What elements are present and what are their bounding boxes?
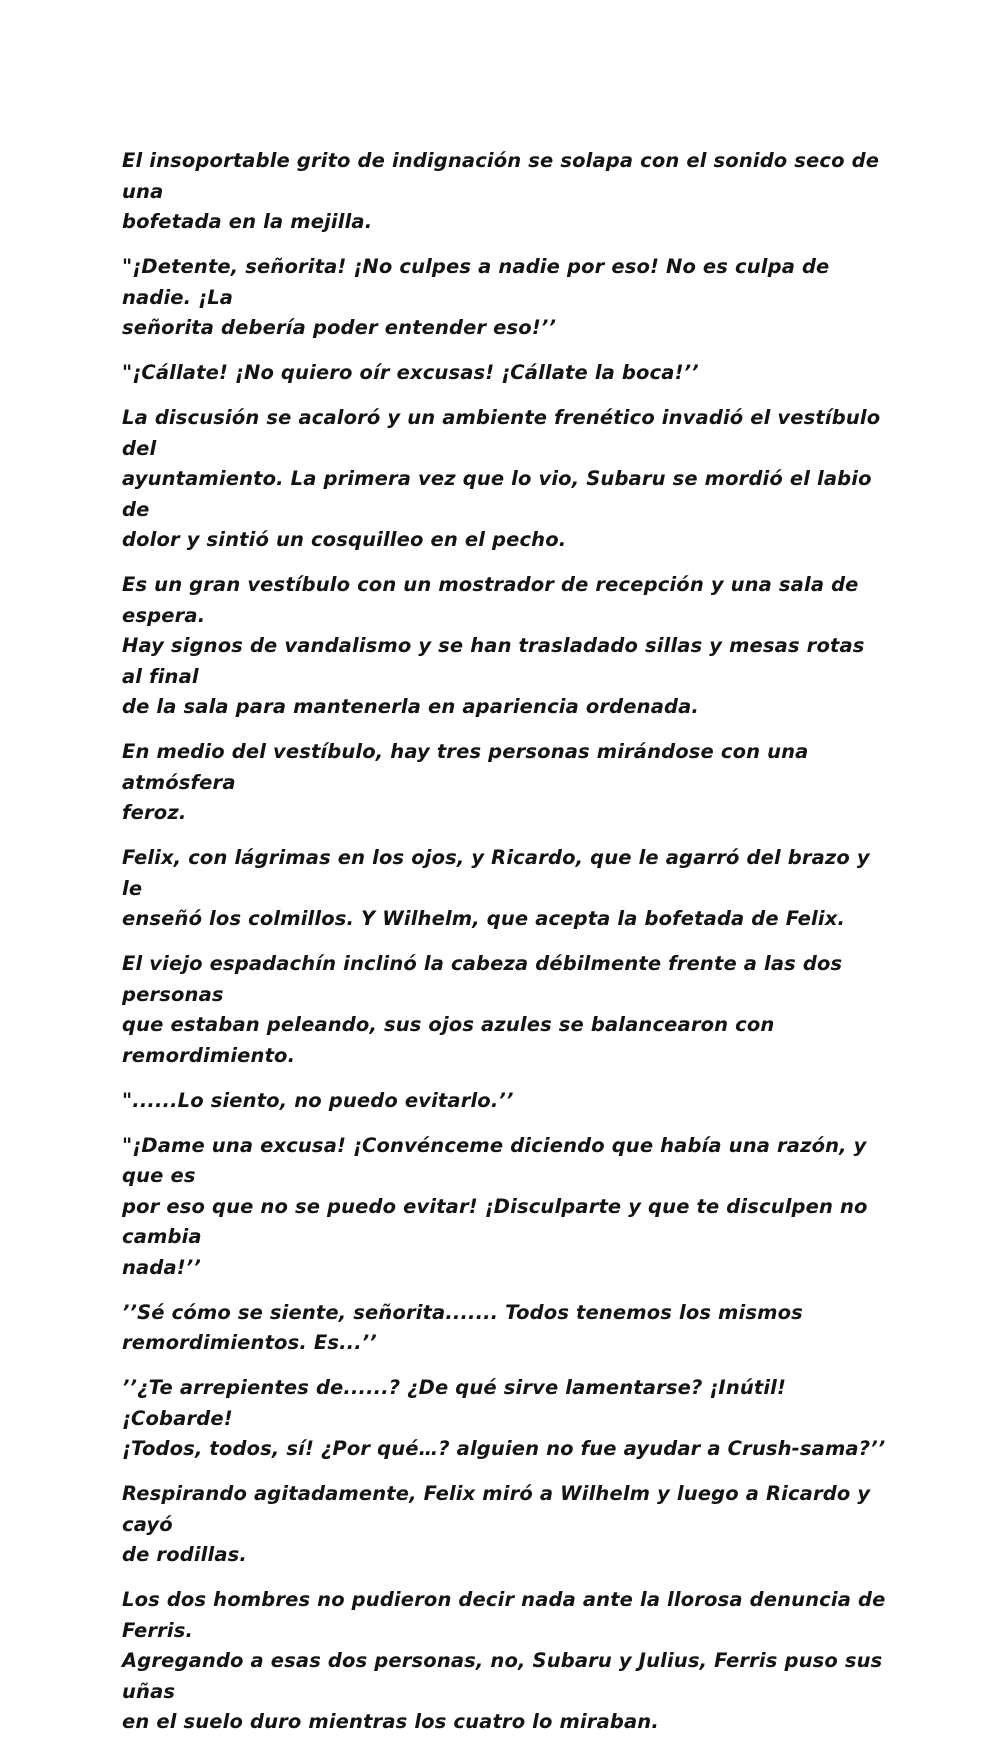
- paragraph: El viejo espadachín inclinó la cabeza débilmente frente a las dos personas que estaban peleando, sus ojos azules se balancearon con remordimiento.: [122, 952, 843, 1067]
- dialogue-paragraph: "¡Dame una excusa! ¡Convénceme diciendo que había una razón, y que es por eso que no se puedo evitar! ¡Disculparte y que te disculpen no cambia nada!’’: [122, 1133, 868, 1279]
- body-text: [122, 146, 888, 1752]
- dialogue-paragraph: "¡Cállate! ¡No quiero oír excusas! ¡Cállate la boca!’’: [122, 361, 699, 384]
- paragraph: Felix, con lágrimas en los ojos, y Ricardo, que le agarró del brazo y le enseñó los colmillos. Y Wilhelm, que acepta la bofetada de Felix.: [122, 846, 870, 930]
- paragraph: Respirando agitadamente, Felix miró a Wilhelm y luego a Ricardo y cayó de rodillas.: [122, 1482, 871, 1566]
- dialogue-paragraph: ’’Sé cómo se siente, señorita....... Todos tenemos los mismos remordimientos. Es...’’: [122, 1300, 803, 1354]
- paragraph: Los dos hombres no pudieron decir nada ante la llorosa denuncia de Ferris. Agregando a esas dos personas, no, Subaru y Julius, Ferris puso sus uñas en el suelo duro mientras los cuatro lo miraban.: [122, 1588, 886, 1733]
- dialogue-paragraph: ’’¿Te arrepientes de......? ¿De qué sirve lamentarse? ¡Inútil! ¡Cobarde! ¡Todos, todos, sí! ¿Por qué…? alguien no fue ayudar a Crush-sama?’’: [122, 1376, 886, 1460]
- paragraph: Es un gran vestíbulo con un mostrador de recepción y una sala de espera. Hay signos de vandalismo y se han trasladado sillas y mesas rotas al final de la sala para mantenerla en apariencia ordenada.: [122, 573, 865, 718]
- paragraph: El insoportable grito de indignación se solapa con el sonido seco de una bofetada en la mejilla.: [122, 149, 880, 233]
- paragraph: La discusión se acaloró y un ambiente frenético invadió el vestíbulo del ayuntamiento. La primera vez que lo vio, Subaru se mordió el labio de dolor y sintió un cosquilleo en el pecho.: [122, 406, 881, 551]
- paragraph: En medio del vestíbulo, hay tres personas mirándose con una atmósfera feroz.: [122, 740, 809, 824]
- dialogue-paragraph: "......Lo siento, no puedo evitarlo.’’: [122, 1088, 514, 1112]
- dialogue-paragraph: "¡Detente, señorita! ¡No culpes a nadie por eso! No es culpa de nadie. ¡La señorita debería poder entender eso!’’: [122, 255, 830, 339]
